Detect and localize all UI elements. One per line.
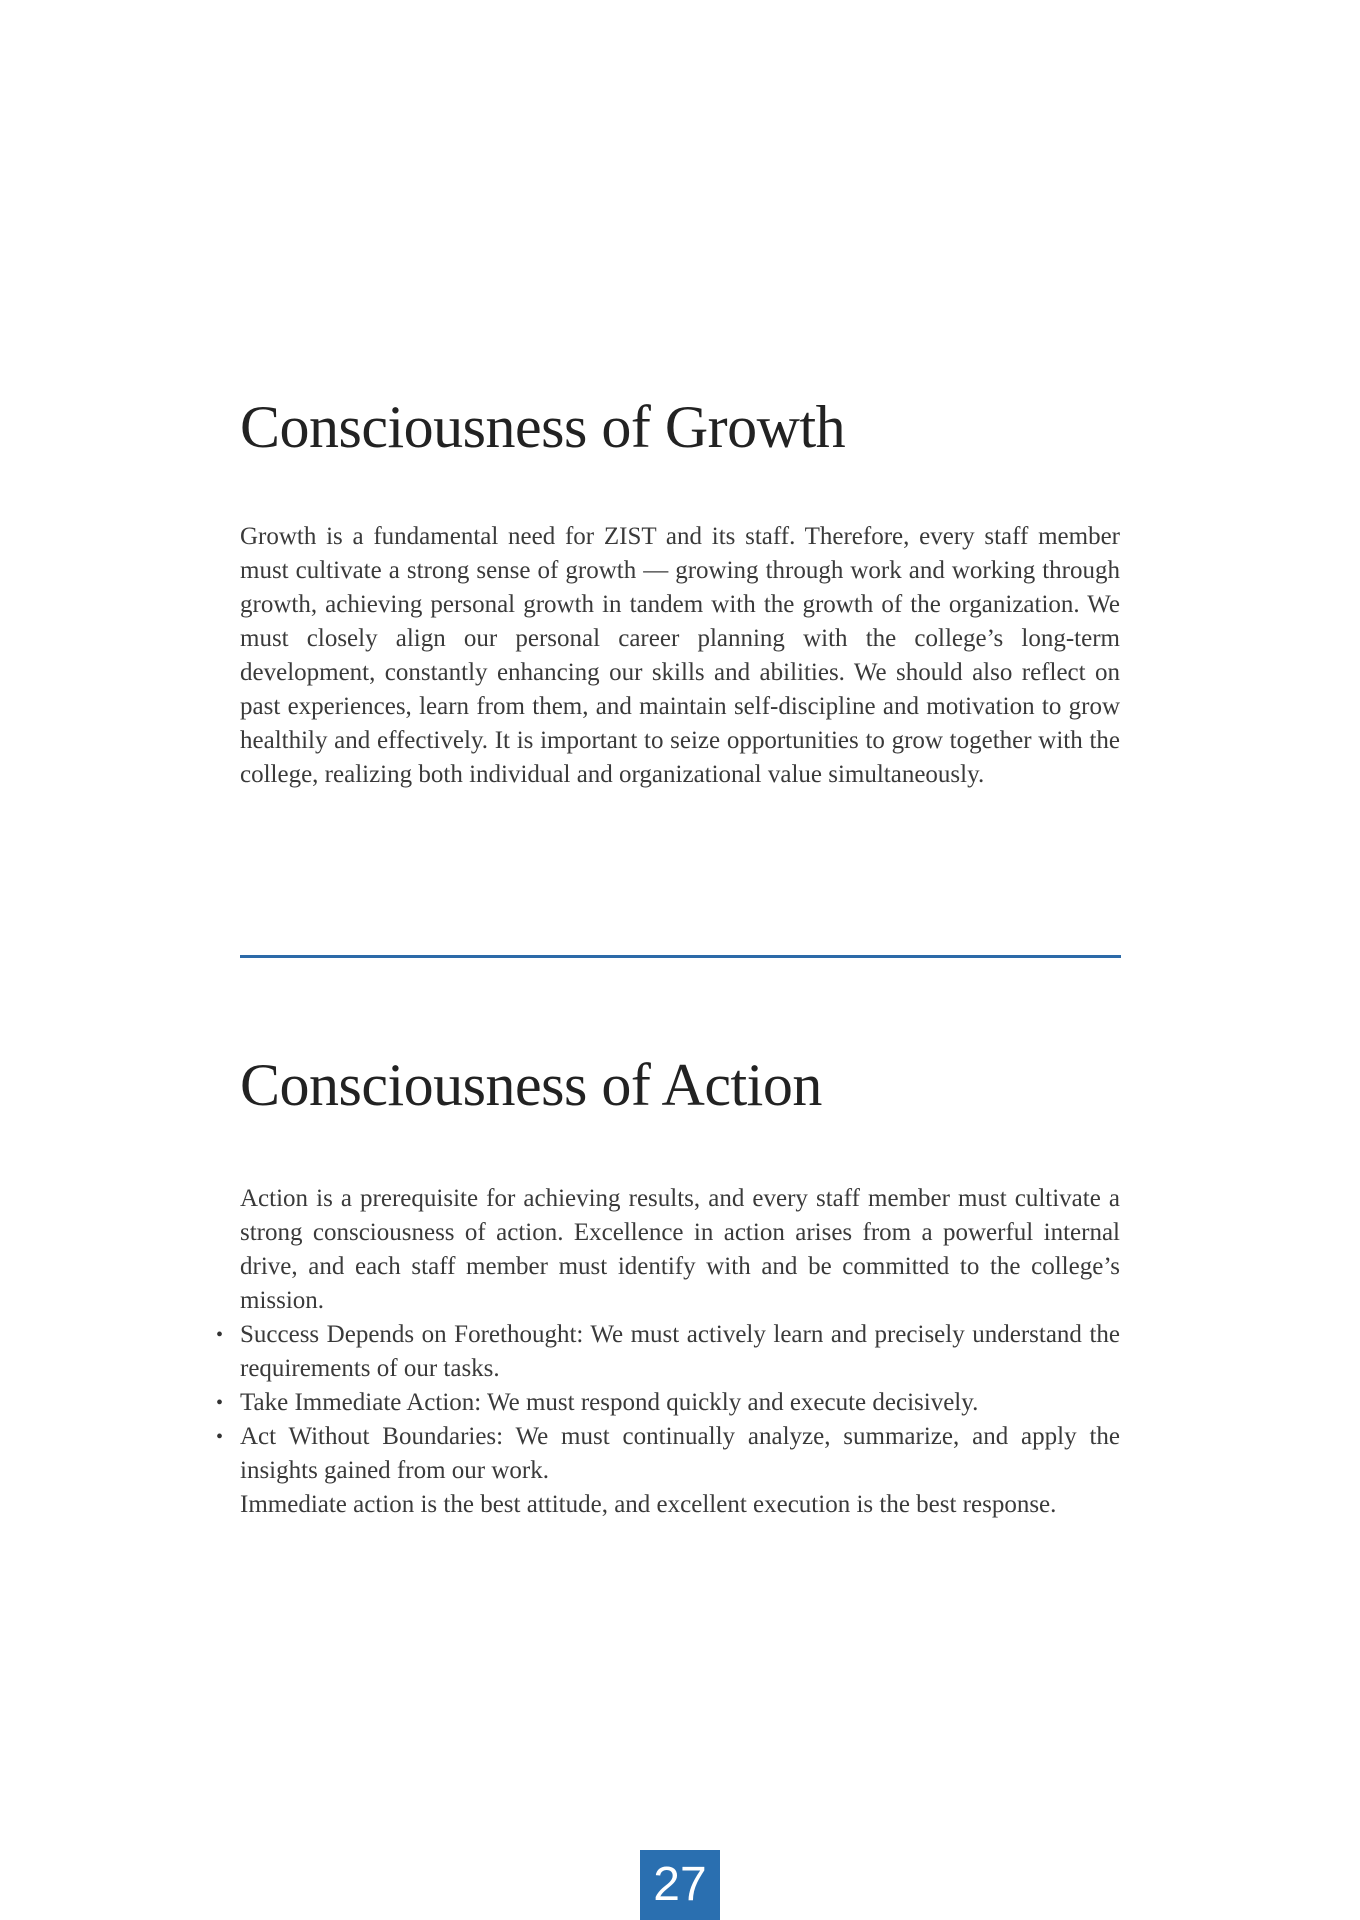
- growth-section: [240, 394, 1120, 792]
- list-item: [216, 1386, 1120, 1420]
- action-closing-paragraph: Immediate action is the best attitude, and excellent execution is the best response.: [240, 1491, 1057, 1518]
- list-item: [216, 1420, 1120, 1488]
- action-bullet-list: [216, 1318, 1120, 1488]
- page-number-badge: 27: [640, 1850, 720, 1920]
- bullet-icon: •: [216, 1324, 224, 1346]
- growth-heading: Consciousness of Growth: [240, 394, 846, 460]
- bullet-icon: •: [216, 1392, 224, 1414]
- action-heading: Consciousness of Action: [240, 1052, 822, 1118]
- list-item: [216, 1318, 1120, 1386]
- action-section: [216, 1052, 1120, 1522]
- bullet-text: Take Immediate Action: We must respond quickly and execute decisively.: [240, 1389, 979, 1416]
- bullet-text: Success Depends on Forethought: We must actively learn and precisely understand the requirements of our tasks.: [240, 1321, 1120, 1382]
- bullet-text: Act Without Boundaries: We must continually analyze, summarize, and apply the insights gained from our work.: [240, 1423, 1120, 1484]
- section-divider: [240, 955, 1121, 958]
- bullet-icon: •: [216, 1426, 224, 1448]
- growth-paragraph: Growth is a fundamental need for ZIST and its staff. Therefore, every staff member must cultivate a strong sense of growth — growing through work and working through growth, achieving personal growth in tandem with the growth of the organization. We must closely align our personal career planning with the college’s long-term development, constantly enhancing our skills and abilities. We should also reflect on past experiences, learn from them, and maintain self-discipline and motivation to grow healthily and effectively. It is important to seize opportunities to grow together with the college, realizing both individual and organizational value simultaneously.: [240, 523, 1120, 788]
- action-intro-paragraph: Action is a prerequisite for achieving results, and every staff member must cultivate a strong consciousness of action. Excellence in action arises from a powerful internal drive, and each staff member must identify with and be committed to the college’s mission.: [240, 1185, 1120, 1314]
